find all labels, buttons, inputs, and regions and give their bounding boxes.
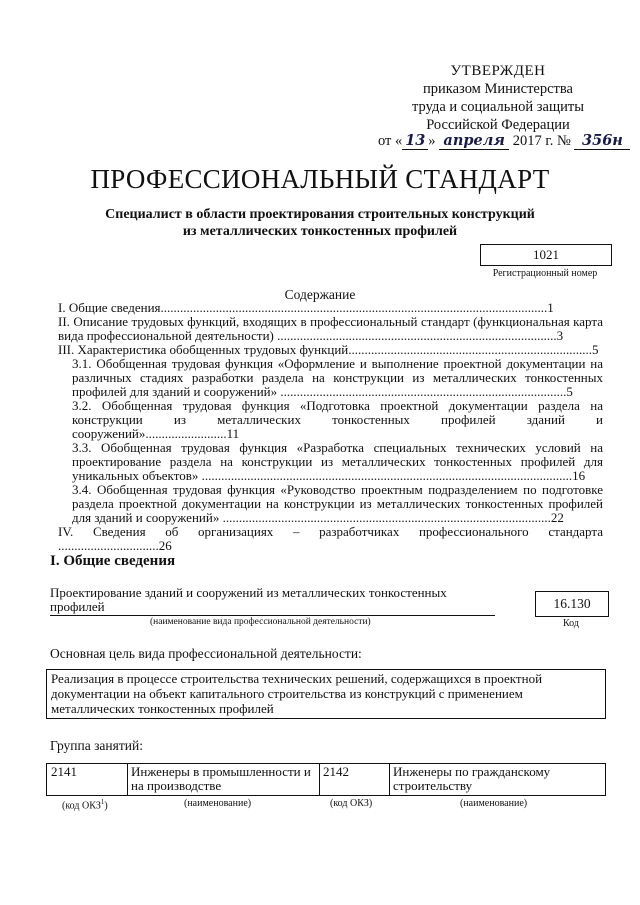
activity-code-box: 16.130 — [535, 591, 609, 617]
registration-number-box: 1021 — [480, 244, 612, 266]
registration-number-label: Регистрационный номер — [492, 268, 598, 279]
caption-code-okz-2: (код ОКЗ) — [330, 798, 373, 809]
order-number: 356н — [574, 132, 630, 150]
section-heading: I. Общие сведения — [50, 553, 176, 569]
activity-line-1: Проектирование зданий и сооружений из металлических тонкостенных — [50, 585, 447, 600]
caption-name: (наименование) — [184, 798, 252, 809]
table-of-contents — [58, 301, 603, 553]
activity-line-2: профилей — [50, 599, 105, 614]
toc-item[interactable]: 3.4. Обобщенная трудовая функция «Руководство проектным подразделением по подготовке раздела проектной документации на конструкции из металлических тонкостенных профилей для зданий и сооружений» .....................................................................................................22 — [72, 482, 603, 525]
toc-item[interactable]: II. Описание трудовых функций, входящих в профессиональный стандарт (функциональная карта вида профессиональной деятельности) ......................................................................................3 — [58, 314, 603, 343]
date-mid: » — [428, 133, 436, 149]
goal-text-box: Реализация в процессе строительства технических решений, содержащихся в проектной документации на объект капитального строительства из конструкций с применением металлических тонкостенных профилей — [46, 669, 606, 719]
subtitle-line-2: из металлических тонкостенных профилей — [182, 224, 458, 239]
group-name-1: Инженеры в промышленности и на производстве — [131, 764, 311, 793]
occupation-group-table — [46, 763, 606, 796]
caption-name-2: (наименование) — [460, 798, 528, 809]
approval-line-2: труда и социальной защиты — [412, 99, 584, 115]
toc-item[interactable]: IV. Сведения об организациях – разработчиках профессионального стандарта ...............................26 — [58, 524, 603, 553]
approval-line-1: приказом Министерства — [423, 81, 573, 97]
activity-code-caption: Код — [563, 618, 579, 629]
caption-code-okz: (код ОКЗ$^1$) — [62, 798, 108, 812]
document-subtitle — [60, 206, 580, 240]
subtitle-line-1: Специалист в области проектирования строительных конструкций — [105, 207, 535, 222]
activity-name — [50, 586, 490, 614]
group-label: Группа занятий: — [50, 738, 143, 753]
toc-item[interactable]: III. Характеристика обобщенных трудовых функций...........................................................................5 — [58, 342, 599, 357]
order-month: апреля — [439, 132, 509, 150]
approval-block — [378, 62, 618, 134]
toc-item[interactable]: 3.2. Обобщенная трудовая функция «Подготовка проектной документации раздела на конструкции из металлических тонкостенных профилей зданий и сооружений».........................11 — [72, 398, 603, 441]
approval-line-3: Российской Федерации — [426, 117, 570, 133]
group-code-1: 2141 — [51, 764, 77, 779]
toc-item[interactable]: 3.1. Обобщенная трудовая функция «Оформление и выполнение проектной документации на различных стадиях разработки раздела на конструкции из металлических тонкостенных профилей для зданий и сооружений» ........................................................................................5 — [72, 356, 603, 399]
date-prefix: от « — [378, 133, 403, 149]
activity-underline — [50, 615, 495, 616]
group-name-2: Инженеры по гражданскому строительству — [393, 764, 551, 793]
order-date-line — [378, 132, 630, 150]
document-title: ПРОФЕССИОНАЛЬНЫЙ СТАНДАРТ — [90, 164, 550, 194]
approval-title: УТВЕРЖДЕН — [450, 63, 546, 79]
order-year: 2017 г. № — [512, 133, 571, 149]
order-day: 13 — [402, 132, 428, 150]
toc-item[interactable]: 3.3. Обобщенная трудовая функция «Разработка специальных технических условий на проектирование раздела на конструкции из металлических тонкостенных профилей для уникальных объектов» ..................................................................................................................16 — [72, 440, 603, 483]
group-code-2: 2142 — [323, 764, 349, 779]
toc-item[interactable]: I. Общие сведения.......................................................................................................................1 — [58, 300, 554, 315]
toc-heading: Содержание — [284, 287, 356, 302]
goal-label: Основная цель вида профессиональной деятельности: — [50, 646, 362, 661]
activity-caption: (наименование вида профессиональной деятельности) — [150, 617, 371, 627]
